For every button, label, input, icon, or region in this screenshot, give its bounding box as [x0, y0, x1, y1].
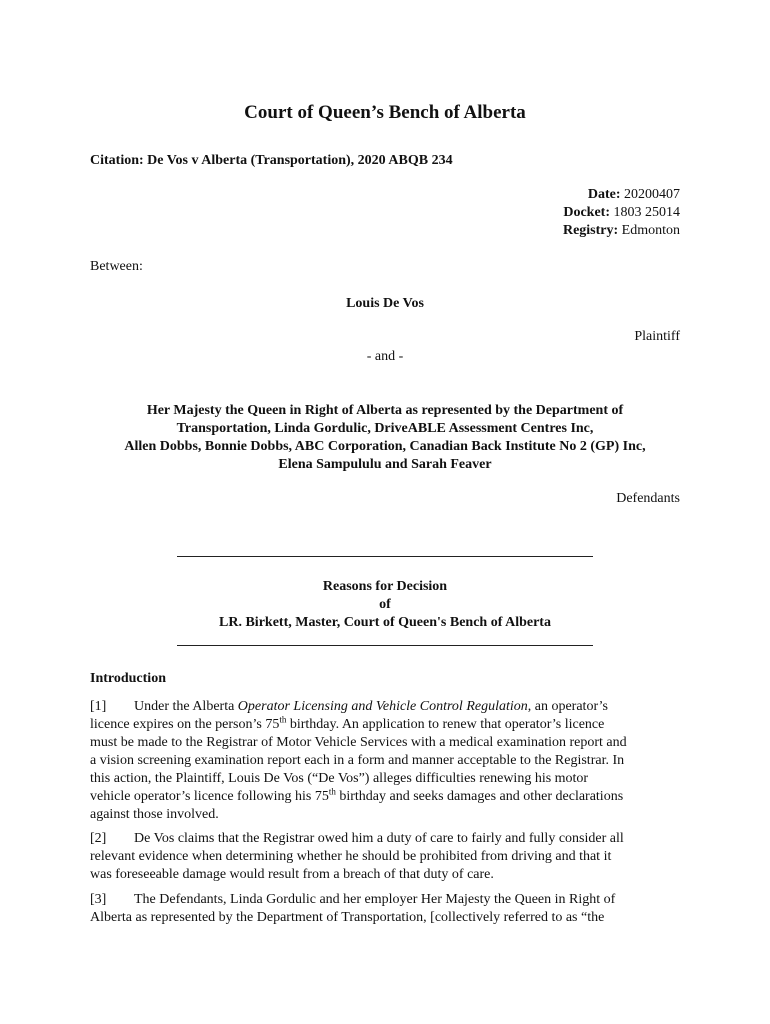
text-run: licence expires on the person’s 75 [90, 717, 280, 732]
between-label: Between: [90, 259, 143, 274]
ordinal-suffix: th [279, 714, 287, 725]
docket-line [563, 204, 680, 222]
text-run: De Vos claims that the Registrar owed him a duty of care to fairly and fully consider all [134, 831, 624, 846]
ordinal-suffix: th [328, 786, 336, 797]
paragraph-number: [2] [90, 831, 107, 846]
text-run: birthday and seeks damages and other declarations [335, 789, 624, 804]
case-details [563, 186, 680, 240]
paragraph-2 [90, 830, 675, 884]
defendants-names [0, 402, 770, 474]
registry-label: Registry: [562, 223, 619, 238]
plaintiff-name: Louis De Vos [346, 296, 424, 311]
and-separator: - and - [366, 349, 404, 364]
top-divider [177, 556, 593, 557]
plaintiff-role: Plaintiff [634, 329, 680, 344]
text-line: Alberta as represented by the Department of Transportation, [collectively referred to as “the [90, 910, 605, 925]
text-line: against those involved. [90, 807, 219, 822]
regulation-title: Operator Licensing and Vehicle Control Regulation [237, 699, 528, 714]
bottom-divider [177, 645, 593, 646]
text-run: birthday. An application to renew that operator’s licence [286, 717, 605, 732]
defendants-role: Defendants [616, 491, 680, 506]
defendants-line: Elena Sampululu and Sarah Feaver [278, 457, 492, 472]
text-line: relevant evidence when determining whether he should be prohibited from driving and that it [90, 849, 612, 864]
citation: Citation: De Vos v Alberta (Transportation), 2020 ABQB 234 [90, 153, 453, 168]
date-label: Date: [587, 187, 621, 202]
text-run: Under the Alberta [134, 699, 238, 714]
defendants-line: Allen Dobbs, Bonnie Dobbs, ABC Corporation, Canadian Back Institute No 2 (GP) Inc, [124, 439, 646, 454]
paragraph-number: [1] [90, 699, 107, 714]
court-title: Court of Queen’s Bench of Alberta [244, 102, 526, 123]
docket-label: Docket: [563, 205, 610, 220]
reasons-heading [0, 578, 770, 632]
text-run: The Defendants, Linda Gordulic and her employer Her Majesty the Queen in Right of [134, 892, 616, 907]
text-line: a vision screening examination report each in a form and manner acceptable to the Registrar. In [90, 753, 625, 768]
registry-line [563, 222, 680, 240]
text-run: , an operator’s [527, 699, 608, 714]
defendants-line: Transportation, Linda Gordulic, DriveABLE Assessment Centres Inc, [176, 421, 594, 436]
defendants-line: Her Majesty the Queen in Right of Alberta as represented by the Department of [146, 403, 624, 418]
reasons-line: LR. Birkett, Master, Court of Queen's Bench of Alberta [219, 615, 551, 630]
date-value: 20200407 [624, 187, 680, 202]
paragraph-number: [3] [90, 892, 107, 907]
docket-value: 1803 25014 [613, 205, 680, 220]
reasons-line: of [379, 597, 391, 612]
text-line: must be made to the Registrar of Motor Vehicle Services with a medical examination report and [90, 735, 627, 750]
text-line: was foreseeable damage would result from a breach of that duty of care. [90, 867, 494, 882]
paragraph-3 [90, 891, 675, 927]
date-line [563, 186, 680, 204]
text-line: this action, the Plaintiff, Louis De Vos (“De Vos”) alleges difficulties renewing his motor [90, 771, 589, 786]
introduction-heading: Introduction [90, 671, 166, 686]
reasons-line: Reasons for Decision [322, 579, 448, 594]
text-run: vehicle operator’s licence following his 75 [90, 789, 329, 804]
paragraph-1 [90, 698, 675, 824]
registry-value: Edmonton [621, 223, 680, 238]
